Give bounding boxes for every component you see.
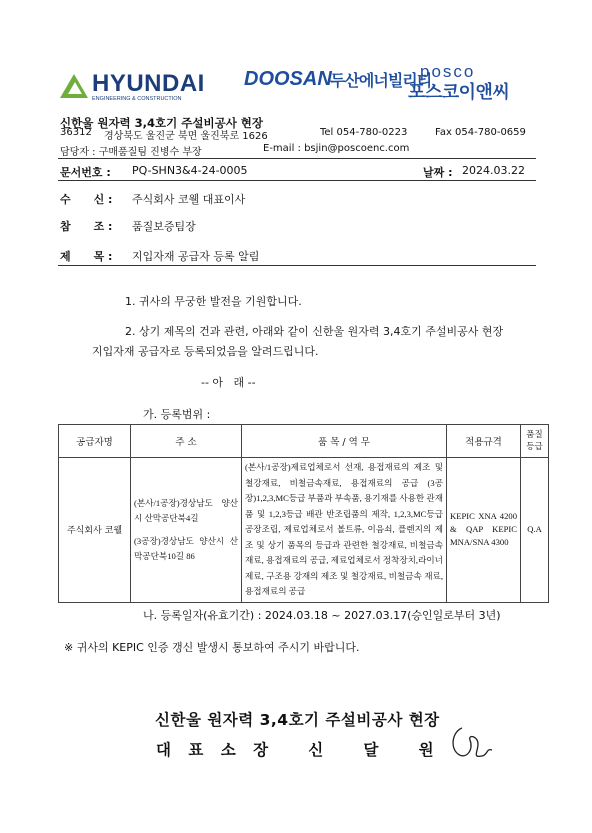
signature-title: 대 표 소 장 신 달 원 (156, 741, 440, 759)
recipient-label: 수 신 : (60, 193, 113, 206)
posco-logo-text: posco (420, 62, 476, 81)
address-spacer (134, 526, 238, 534)
below-heading: -- 아 래 -- (201, 376, 256, 389)
subject-label: 제 목 : (60, 250, 113, 263)
signature-org: 신한울 원자력 3,4호기 주설비공사 현장 (155, 711, 440, 729)
hyundai-triangle-inner (68, 82, 82, 94)
registration-period: 나. 등록일자(유효기간) : 2024.03.18 ~ 2027.03.17(승인일로부터 3년) (143, 609, 501, 622)
header-address: 주 소 (131, 425, 242, 458)
doc-number-label: 문서번호 : (60, 166, 111, 179)
posco-logo-korean: 포스코이앤씨 (408, 82, 510, 103)
reference-label: 참 조 : (60, 220, 113, 233)
supplier-grade: Q.A (521, 458, 549, 603)
sender-postcode: 36312 (60, 127, 92, 138)
doosan-logo-korean: 두산에너빌리티 (330, 71, 432, 90)
sender-tel: Tel 054-780-0223 (320, 127, 408, 138)
scope-heading: 가. 등록범위 : (143, 408, 211, 421)
header-grade: 품질등급 (521, 425, 549, 458)
meta-divider-2 (58, 265, 536, 266)
table-row (59, 458, 549, 603)
address-line-2: (3공장)경상남도 양산시 산막공단북10길 86 (134, 535, 238, 561)
sender-address: 경상북도 울진군 북면 울진북로 1626 (104, 131, 268, 142)
handwritten-signature (448, 722, 496, 764)
reference: 품질보증팀장 (132, 220, 196, 233)
sender-email: E-mail : bsjin@poscoenc.com (263, 143, 410, 154)
kepic-note: ※ 귀사의 KEPIC 인증 갱신 발생시 통보하여 주시기 바랍니다. (64, 641, 360, 654)
paragraph-1: 1. 귀사의 무궁한 발전을 기원합니다. (125, 295, 302, 308)
paragraph-2-line-1: 2. 상기 제목의 건과 관련, 아래와 같이 신한울 원자력 3,4호기 주설비공사 현장 (125, 325, 504, 338)
doc-date-label: 날짜 : (423, 166, 453, 179)
hyundai-logo-text: HYUNDAI (92, 70, 205, 97)
supplier-name: 주식회사 코웰 (59, 458, 131, 603)
address-line-1: (본사/1공장)경상남도 양산시 산막공단북4길 (134, 497, 238, 523)
doc-date: 2024.03.22 (462, 164, 525, 177)
supplier-address (131, 458, 242, 603)
doc-number: PQ-SHN3&4-24-0005 (132, 164, 248, 177)
meta-divider-1 (58, 180, 536, 181)
header-spec: 적용규격 (447, 425, 521, 458)
table-header-row (59, 425, 549, 458)
sender-manager: 담당자 : 구매품질팀 진병수 부장 (60, 147, 202, 158)
subject: 지입자재 공급자 등록 알림 (132, 250, 260, 263)
hyundai-logo-subtext: ENGINEERING & CONSTRUCTION (92, 96, 182, 102)
paragraph-2-line-2: 지입자재 공급자로 등록되었음을 알려드립니다. (92, 345, 319, 358)
doosan-logo-text: DOOSAN (244, 68, 332, 90)
header-divider (58, 158, 536, 159)
supplier-table (58, 424, 549, 603)
sender-fax: Fax 054-780-0659 (435, 127, 526, 138)
sender-site: 신한울 원자력 3,4호기 주설비공사 현장 (60, 116, 264, 130)
supplier-items: (본사/1공장)제료업체로서 선재, 용접재료의 제조 및 철강재료, 비철금속재료, 용접재료의 공급 (3공장)1,2,3,MC등급 부품과 부속품, 용기재를 사용한 관재품 및 1,2,3등급 배관 반조립품의 제작, 1,2,3,MC등급 공장조립, 제료업체로서 볼트류, 이음쇠, 플렌지의 제조 및 상기 품목의 등급과 관련한 철강재료, 비철금속재료, 용접재료의 공급, 제료업체로서 정착장치,라이너 제료, 구조용 강재의 제조 및 철강재료, 비철금속 재료, 용접재료의 공급 (242, 458, 447, 603)
header-items: 품 목 / 역 무 (242, 425, 447, 458)
recipient: 주식회사 코웰 대표이사 (132, 193, 246, 206)
header-supplier: 공급자명 (59, 425, 131, 458)
supplier-spec: KEPIC XNA 4200 & QAP KEPIC MNA/SNA 4300 (447, 458, 521, 603)
